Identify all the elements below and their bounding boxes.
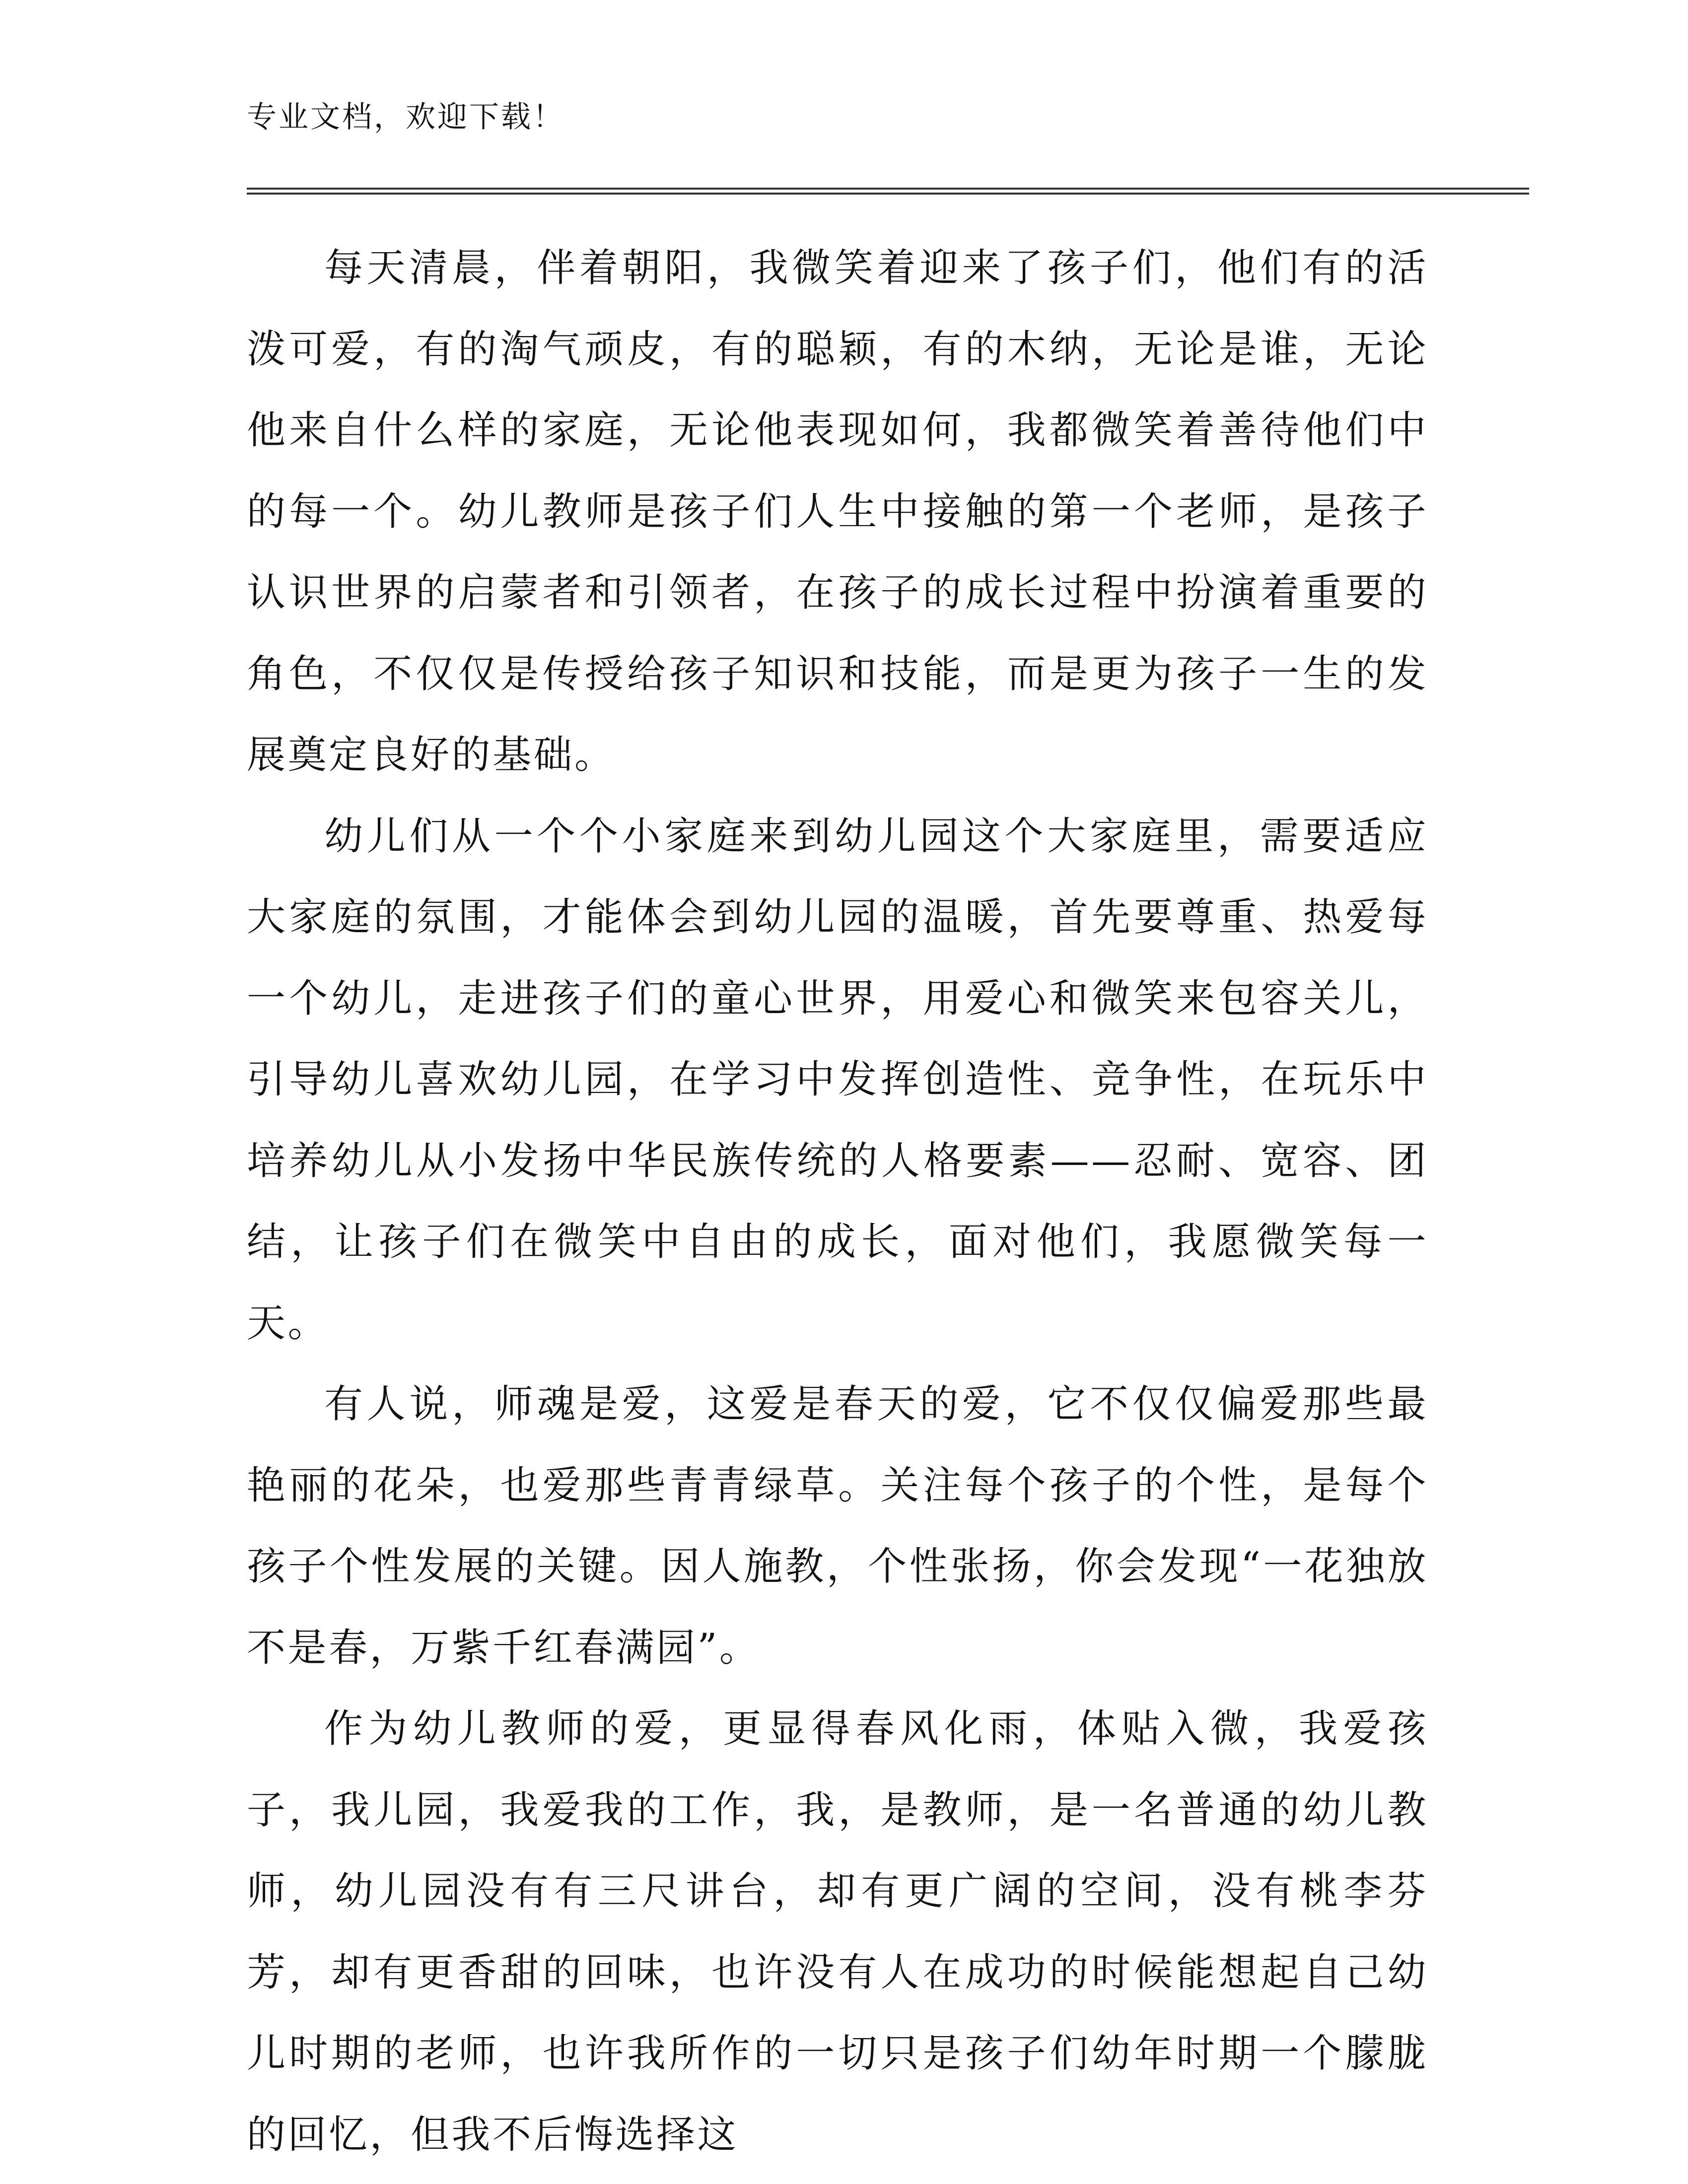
paragraph-3: 有人说，师魂是爱，这爱是春天的爱，它不仅仅偏爱那些最艳丽的花朵，也爱那些青青绿草。关注每个孩子的个性，是每个孩子个性发展的关键。因人施教，个性张扬，你会发现“一花独放不是春，万紫千红春满园”。 [247, 1382, 1428, 1670]
paragraph-1: 每天清晨，伴着朝阳，我微笑着迎来了孩子们，他们有的活泼可爱，有的淘气顽皮，有的聪颖，有的木纳，无论是谁，无论他来自什么样的家庭，无论他表现如何，我都微笑着善待他们中的每一个。幼儿教师是孩子们人生中接触的第一个老师，是孩子认识世界的启蒙者和引领者，在孩子的成长过程中扮演着重要的角色，不仅仅是传授给孩子知识和技能，而是更为孩子一生的发展奠定良好的基础。 [247, 246, 1428, 777]
paragraph-4: 作为幼儿教师的爱，更显得春风化雨，体贴入微，我爱孩子，我儿园，我爱我的工作，我，是教师，是一名普通的幼儿教师，幼儿园没有有三尺讲台，却有更广阔的空间，没有桃李芬芳，却有更香甜的回味，也许没有人在成功的时候能想起自己幼儿时期的老师，也许我所作的一切只是孩子们幼年时期一个朦胧的回忆，但我不后悔选择这 [247, 1706, 1428, 2157]
document-body [247, 228, 1428, 2176]
page-header: 专业文档，欢迎下载！ [247, 100, 564, 135]
paragraph-2: 幼儿们从一个个小家庭来到幼儿园这个大家庭里，需要适应大家庭的氛围，才能体会到幼儿园的温暖，首先要尊重、热爱每一个幼儿，走进孩子们的童心世界，用爱心和微笑来包容关儿，引导幼儿喜欢幼儿园，在学习中发挥创造性、竞争性，在玩乐中培养幼儿从小发扬中华民族传统的人格要素——忍耐、宽容、团结，让孩子们在微笑中自由的成长，面对他们，我愿微笑每一天。 [247, 814, 1428, 1346]
header-divider [247, 188, 1529, 195]
